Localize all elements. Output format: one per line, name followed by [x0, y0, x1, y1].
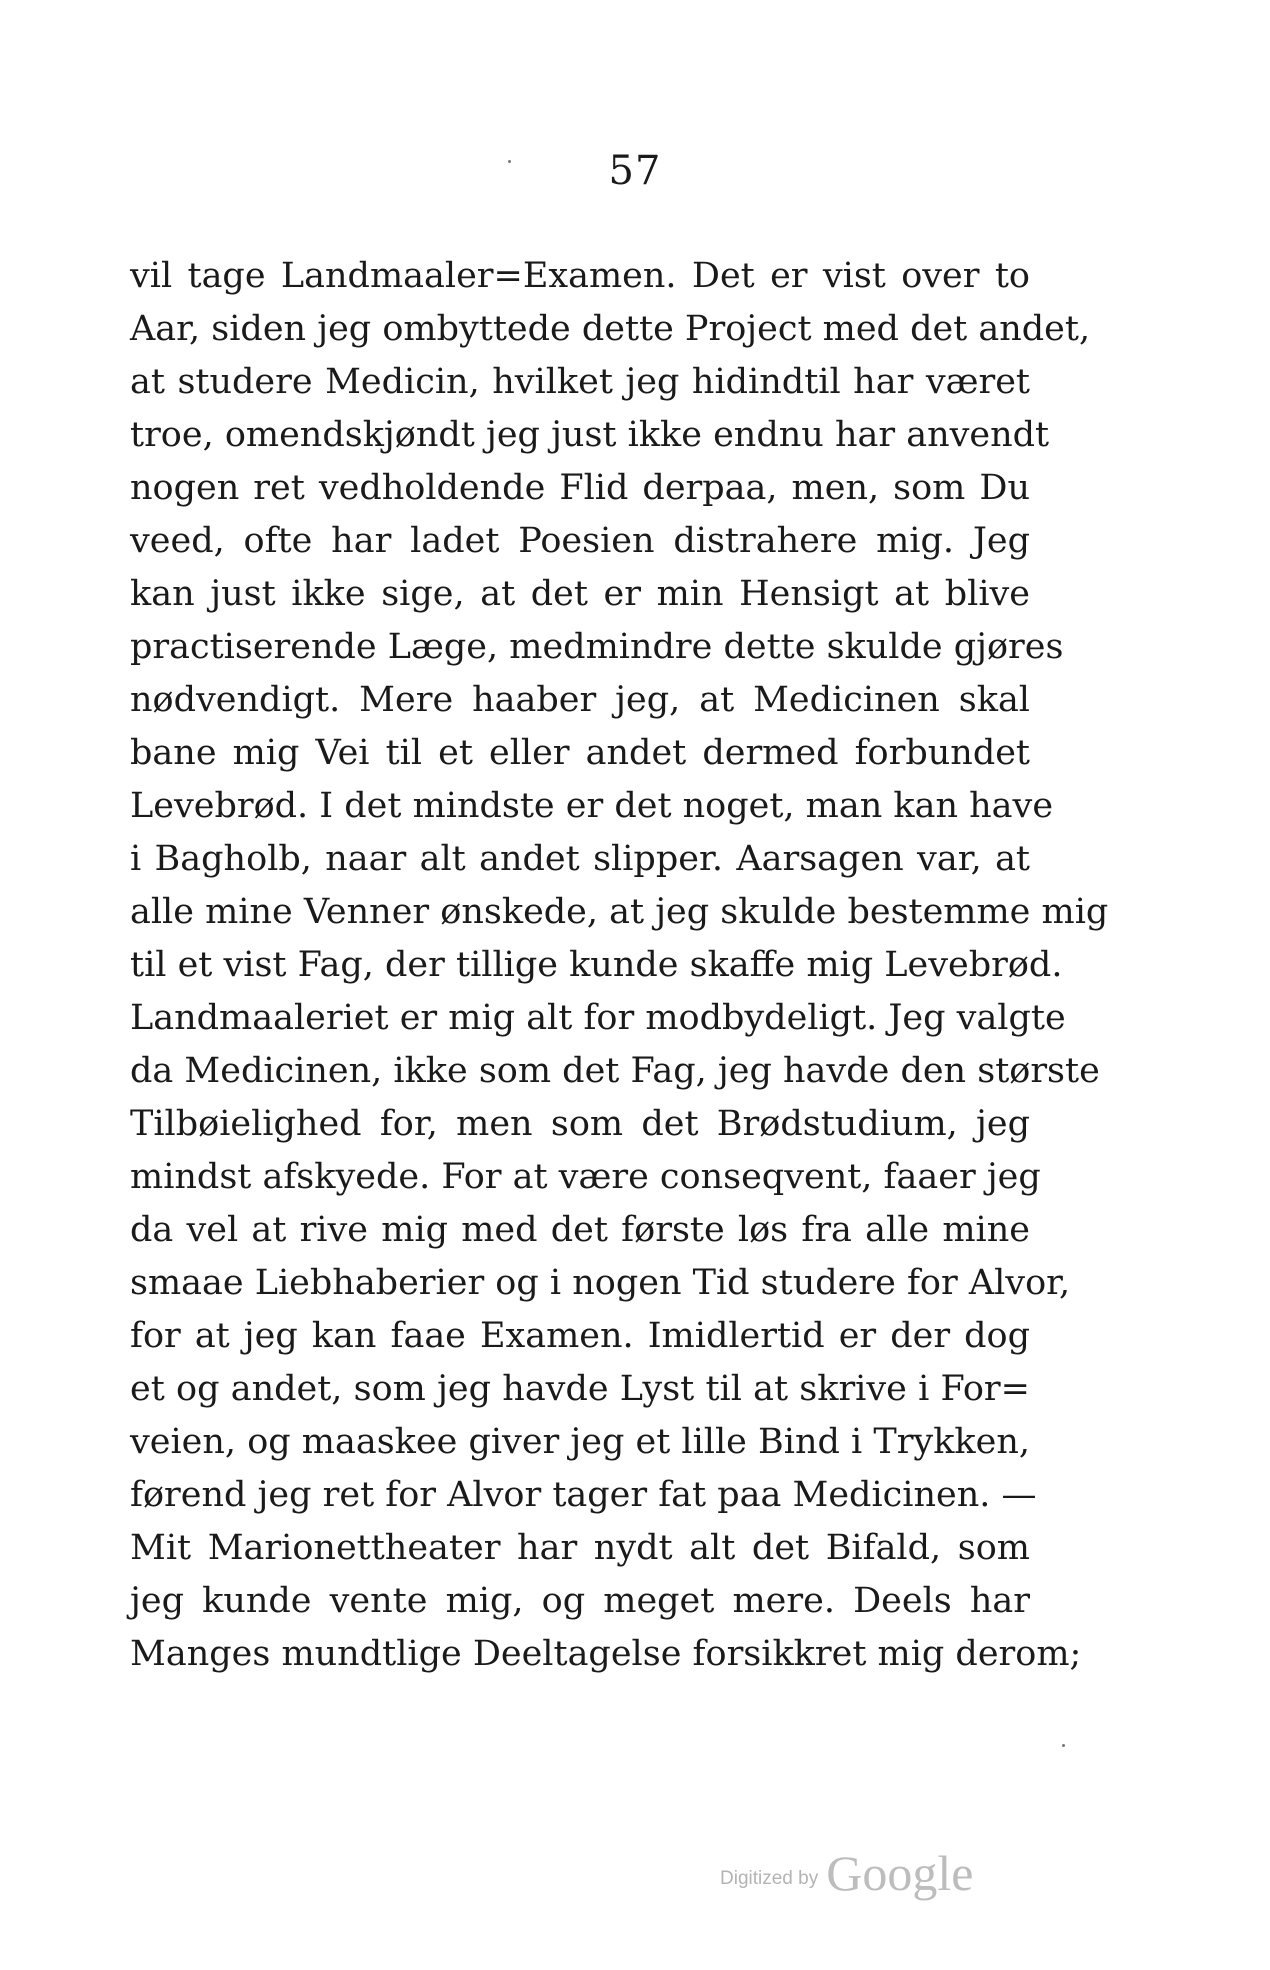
text-line: veien, og maaskee giver jeg et lille Bind i Trykken, [130, 1422, 1030, 1462]
paper-speck [1062, 1744, 1065, 1747]
text-line: veed, ofte har ladet Poesien distrahere mig. Jeg [130, 521, 1030, 561]
google-logo: Google [826, 1845, 974, 1901]
text-line: et og andet, som jeg havde Lyst til at skrive i For= [130, 1369, 1030, 1409]
text-line: bane mig Vei til et eller andet dermed forbundet [130, 733, 1030, 773]
text-line: jeg kunde vente mig, og meget mere. Deels har [130, 1581, 1030, 1621]
text-line: nogen ret vedholdende Flid derpaa, men, som Du [130, 468, 1030, 508]
text-line: da vel at rive mig med det første løs fra alle mine [130, 1210, 1030, 1250]
text-line: Mit Marionettheater har nydt alt det Bifald, som [130, 1528, 1030, 1568]
text-line: da Medicinen, ikke som det Fag, jeg havde den største [130, 1051, 1100, 1091]
text-line: vil tage Landmaaler=Examen. Det er vist over to [130, 256, 1030, 296]
text-line: Manges mundtlige Deeltagelse forsikkret mig derom; [130, 1634, 1082, 1674]
digitized-watermark [720, 1838, 974, 1901]
text-line: Aar, siden jeg ombyttede dette Project med det andet, [130, 309, 1091, 349]
text-line: at studere Medicin, hvilket jeg hidindtil har været [130, 362, 1030, 402]
text-line: mindst afskyede. For at være conseqvent, faaer jeg [130, 1157, 1041, 1197]
paper-speck [508, 160, 511, 163]
page-number: 57 [608, 148, 662, 194]
text-line: nødvendigt. Mere haaber jeg, at Medicinen skal [130, 680, 1030, 720]
text-line: for at jeg kan faae Examen. Imidlertid er der dog [130, 1316, 1030, 1356]
text-line: kan just ikke sige, at det er min Hensigt at blive [130, 574, 1030, 614]
text-line: Levebrød. I det mindste er det noget, man kan have [130, 786, 1054, 826]
watermark-label: Digitized by [720, 1868, 819, 1889]
text-line: smaae Liebhaberier og i nogen Tid studere for Alvor, [130, 1263, 1071, 1303]
text-line: til et vist Fag, der tillige kunde skaffe mig Levebrød. [130, 945, 1063, 985]
text-line: practiserende Læge, medmindre dette skulde gjøres [130, 627, 1064, 667]
text-line: alle mine Venner ønskede, at jeg skulde bestemme mig [130, 892, 1109, 932]
text-line: i Bagholb, naar alt andet slipper. Aarsagen var, at [130, 839, 1030, 879]
text-line: Landmaaleriet er mig alt for modbydeligt. Jeg valgte [130, 998, 1066, 1038]
body-text [130, 250, 1109, 1681]
text-line: Tilbøielighed for, men som det Brødstudium, jeg [130, 1104, 1030, 1144]
text-line: førend jeg ret for Alvor tager fat paa Medicinen. — [130, 1475, 1037, 1515]
text-line: troe, omendskjøndt jeg just ikke endnu har anvendt [130, 415, 1050, 455]
